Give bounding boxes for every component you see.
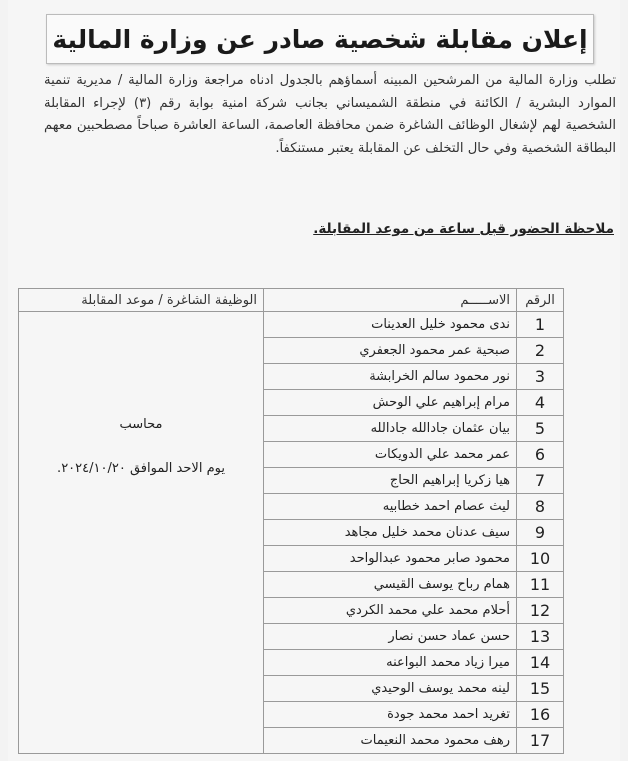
candidate-name: همام رباح يوسف القيسي — [264, 572, 517, 598]
interview-date: يوم الاحد الموافق ٢٠٢٤/١٠/٢٠. — [57, 460, 225, 476]
candidate-name: مرام إبراهيم علي الوحش — [264, 390, 517, 416]
attendance-note: ملاحظة الحضور قبل ساعة من موعد المقابلة. — [313, 221, 614, 237]
job-cell — [19, 312, 264, 754]
candidate-name: بيان عثمان جادالله جادالله — [264, 416, 517, 442]
row-number: 17 — [517, 728, 564, 754]
header-job: الوظيفة الشاغرة / موعد المقابلة — [19, 289, 264, 312]
candidate-name: أحلام محمد علي محمد الكردي — [264, 598, 517, 624]
candidate-name: عمر محمد علي الدويكات — [264, 442, 517, 468]
job-title: محاسب — [119, 416, 163, 432]
row-number: 16 — [517, 702, 564, 728]
candidate-name: رهف محمود محمد النعيمات — [264, 728, 517, 754]
candidate-name: ندى محمود خليل العدينات — [264, 312, 517, 338]
row-number: 1 — [517, 312, 564, 338]
row-number: 8 — [517, 494, 564, 520]
row-number: 2 — [517, 338, 564, 364]
table-row — [19, 312, 564, 338]
row-number: 13 — [517, 624, 564, 650]
candidate-name: صبحية عمر محمود الجعفري — [264, 338, 517, 364]
candidate-name: هيا زكريا إبراهيم الحاج — [264, 468, 517, 494]
announcement-paragraph: تطلب وزارة المالية من المرشحين المبينه أسماؤهم بالجدول ادناه مراجعة وزارة المالية / مديرية تنمية الموارد البشرية / الكائنة في منطقة الشميساني بجانب شركة امنية بوابة رقم (٣) لإجراء المقابلة الشخصية لهم لإشغال الوظائف الشاغرة ضمن محافظة العاصمة، الساعة العاشرة صباحاً مصطحبين معهم البطاقة الشخصية وفي حال التخلف عن المقابلة يعتبر مستنكفاً. — [44, 73, 616, 156]
row-number: 15 — [517, 676, 564, 702]
table-header-row — [19, 289, 564, 312]
candidate-name: تغريد احمد محمد جودة — [264, 702, 517, 728]
page-title: إعلان مقابلة شخصية صادر عن وزارة المالية — [46, 14, 594, 64]
header-name: الاســـــم — [264, 289, 517, 312]
row-number: 9 — [517, 520, 564, 546]
candidate-name: نور محمود سالم الخرابشة — [264, 364, 517, 390]
candidate-name: محمود صابر محمود عبدالواحد — [264, 546, 517, 572]
row-number: 10 — [517, 546, 564, 572]
candidate-name: ميرا زياد محمد البواعنه — [264, 650, 517, 676]
row-number: 12 — [517, 598, 564, 624]
row-number: 3 — [517, 364, 564, 390]
candidate-name: ليث عصام احمد خطابيه — [264, 494, 517, 520]
header-number: الرقم — [517, 289, 564, 312]
row-number: 7 — [517, 468, 564, 494]
row-number: 6 — [517, 442, 564, 468]
row-number: 4 — [517, 390, 564, 416]
candidate-name: سيف عدنان محمد خليل مجاهد — [264, 520, 517, 546]
candidate-name: حسن عماد حسن نصار — [264, 624, 517, 650]
row-number: 14 — [517, 650, 564, 676]
row-number: 5 — [517, 416, 564, 442]
row-number: 11 — [517, 572, 564, 598]
candidate-name: لينه محمد يوسف الوحيدي — [264, 676, 517, 702]
candidates-table — [18, 288, 564, 754]
